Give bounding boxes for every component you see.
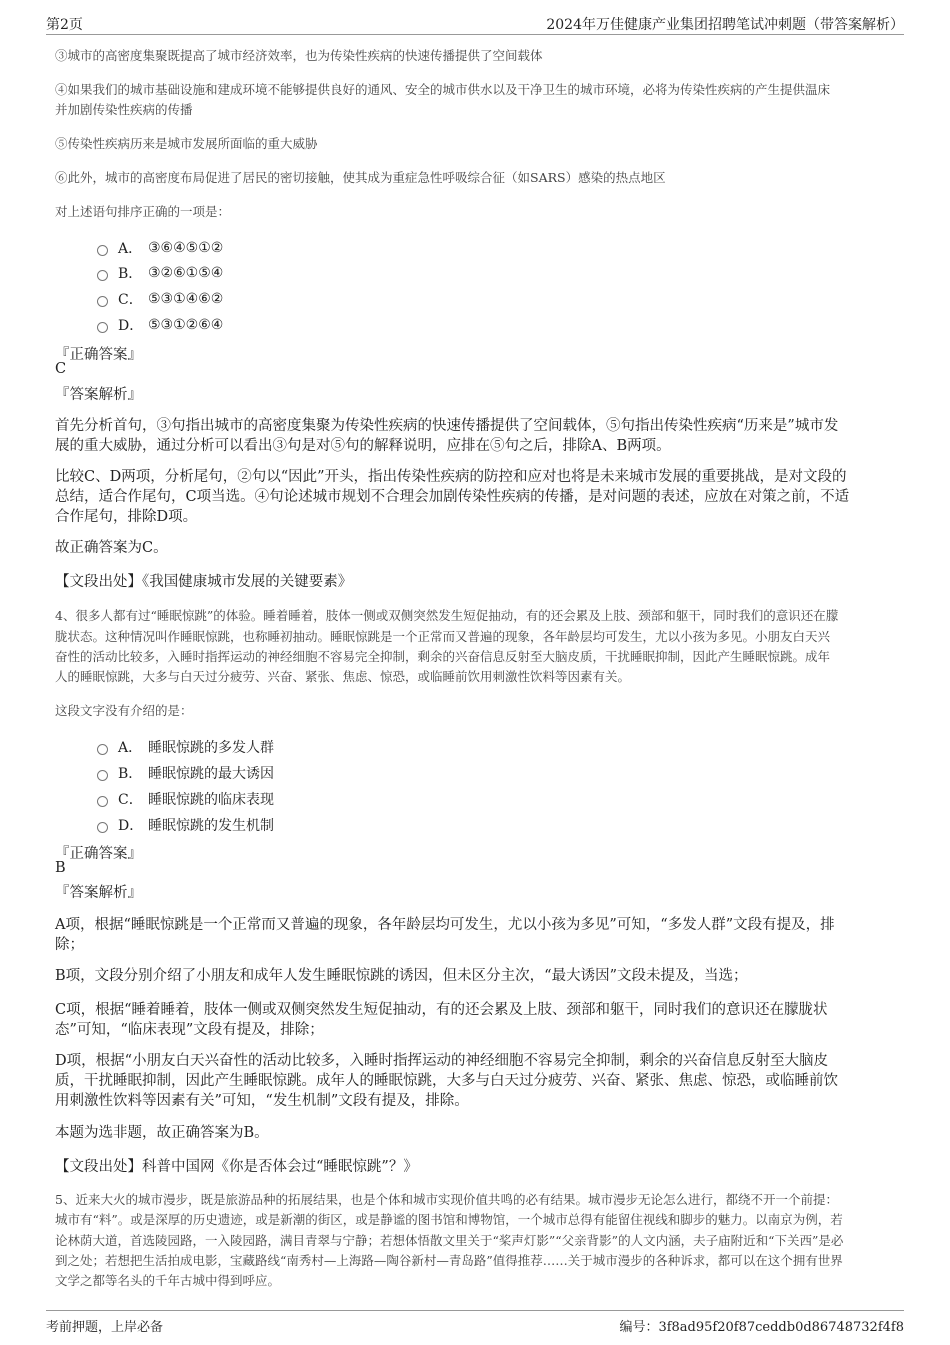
option-b[interactable]: B． ③②⑥①⑤④ <box>97 263 223 283</box>
radio-icon[interactable] <box>97 296 108 307</box>
option-c[interactable]: C． ⑤③①④⑥② <box>97 289 223 309</box>
radio-icon[interactable] <box>97 744 108 755</box>
radio-icon[interactable] <box>97 822 108 833</box>
analysis-label: 『答案解析』 <box>55 387 142 403</box>
analysis-para-2-line-2: 总结，适合作尾句，C项当选。④句论述城市规划不合理会加剧传染性疾病的传播，是对问题的表述，应放在对策之前，不适 <box>55 489 850 505</box>
q5-passage-line-5: 文学之都等名头的千年古城中得到呼应。 <box>55 1273 281 1288</box>
document-title: 2024年万佳健康产业集团招聘笔试冲刺题（带答案解析） <box>546 17 904 33</box>
q4-option-c[interactable]: C． 睡眠惊跳的临床表现 <box>97 789 274 809</box>
question-prompt: 对上述语句排序正确的一项是： <box>55 204 231 219</box>
q4-analysis-a-line-2: 除； <box>55 937 84 953</box>
q4-analysis-a-line-1: A项，根据“睡眠惊跳是一个正常而又普遍的现象，各年龄层均可发生，尤以小孩为多见”可知，“多发人群”文段有提及，排 <box>55 917 835 933</box>
analysis-para-2-line-1: 比较C、D两项，分析尾句，②句以“因此”开头，指出传染性疾病的防控和应对也将是未来城市发展的重要挑战，是对文段的 <box>55 469 847 485</box>
radio-icon[interactable] <box>97 245 108 256</box>
q4-source-citation: 【文段出处】科普中国网《你是否体会过“睡眠惊跳”？》 <box>55 1159 418 1175</box>
q4-passage-line-3: 奋性的活动比较多，入睡时指挥运动的神经细胞不容易完全抑制，剩余的兴奋信息反射至大脑皮质，干扰睡眠抑制，因此产生睡眠惊跳。成年 <box>55 649 831 664</box>
page-number: 第2页 <box>46 17 83 33</box>
radio-icon[interactable] <box>97 270 108 281</box>
q4-analysis-label: 『答案解析』 <box>55 885 142 901</box>
q4-passage-line-2: 胧状态。这种情况叫作睡眠惊跳，也称睡初抽动。睡眠惊跳是一个正常而又普遍的现象，各年龄层均可发生，尤以小孩为多见。小朋友白天兴 <box>55 629 831 644</box>
q4-answer-value: B <box>55 860 66 876</box>
radio-icon[interactable] <box>97 770 108 781</box>
q4-analysis-c-line-2: 态”可知，“临床表现”文段有提及，排除； <box>55 1022 324 1038</box>
sentence-5: ⑤传染性疾病历来是城市发展所面临的重大威胁 <box>55 136 318 151</box>
q4-option-a[interactable]: A． 睡眠惊跳的多发人群 <box>97 737 274 757</box>
q4-prompt: 这段文字没有介绍的是： <box>55 703 193 718</box>
source-citation: 【文段出处】《我国健康城市发展的关键要素》 <box>55 574 353 590</box>
q4-analysis-c-line-1: C项，根据“睡着睡着，肢体一侧或双侧突然发生短促抽动，有的还会累及上肢、颈部和躯干，同时我们的意识还在朦胧状 <box>55 1002 828 1018</box>
q5-passage-line-1: 5、近来大火的城市漫步，既是旅游品种的拓展结果，也是个体和城市实现价值共鸣的必有结果。城市漫步无论怎么进行，都绕不开一个前提： <box>55 1192 838 1207</box>
document-id: 编号：3f8ad95f20f87ceddb0d86748732f4f8 <box>619 1320 904 1335</box>
q4-passage-line-4: 人的睡眠惊跳，大多与白天过分疲劳、兴奋、紧张、焦虑、惊恐，或临睡前饮用刺激性饮料等因素有关。 <box>55 669 631 684</box>
footer-slogan: 考前押题，上岸必备 <box>46 1320 164 1335</box>
analysis-para-1-line-2: 展的重大威胁，通过分析可以看出③句是对⑤句的解释说明，应排在⑤句之后，排除A、B两项。 <box>55 438 671 454</box>
q5-passage-line-2: 城市有“料”。或是深厚的历史遗迹，或是新潮的街区，或是静谧的图书馆和博物馆，一个城市总得有能留住视线和脚步的魅力。以南京为例，若 <box>55 1212 843 1227</box>
q5-passage-line-4: 到之处；若想把生活拍成电影，宝藏路线“南秀村—上海路—陶谷新村—青岛路”值得推荐……关于城市漫步的各种诉求，都可以在这个拥有世界 <box>55 1253 843 1268</box>
page-header <box>46 14 904 35</box>
sentence-4-line-2: 并加剧传染性疾病的传播 <box>55 102 193 117</box>
q5-passage-line-3: 论林荫大道，首选陵园路，一入陵园路，满目青翠与宁静；若想体悟散文里关于“桨声灯影”“父亲背影”的人文内涵，夫子庙附近和“下关西”是必 <box>55 1233 844 1248</box>
q4-answer-label: 『正确答案』 <box>55 846 142 862</box>
q4-analysis-d-line-1: D项，根据“小朋友白天兴奋性的活动比较多，入睡时指挥运动的神经细胞不容易完全抑制，剩余的兴奋信息反射至大脑皮 <box>55 1053 829 1069</box>
sentence-6: ⑥此外，城市的高密度布局促进了居民的密切接触，使其成为重症急性呼吸综合征（如SARS）感染的热点地区 <box>55 170 666 185</box>
sentence-3: ③城市的高密度集聚既提高了城市经济效率，也为传染性疾病的快速传播提供了空间载体 <box>55 48 543 63</box>
q4-option-b[interactable]: B． 睡眠惊跳的最大诱因 <box>97 763 274 783</box>
analysis-para-2-line-3: 合作尾句，排除D项。 <box>55 509 198 525</box>
q4-option-d[interactable]: D． 睡眠惊跳的发生机制 <box>97 815 274 835</box>
option-d[interactable]: D． ⑤③①②⑥④ <box>97 315 223 335</box>
page-footer <box>46 1310 904 1335</box>
radio-icon[interactable] <box>97 796 108 807</box>
answer-label: 『正确答案』 <box>55 347 142 363</box>
q4-analysis-d-line-3: 用刺激性饮料等因素有关”可知，“发生机制”文段有提及，排除。 <box>55 1093 469 1109</box>
answer-value: C <box>55 361 67 377</box>
q4-passage-line-1: 4、很多人都有过“睡眠惊跳”的体验。睡着睡着，肢体一侧或双侧突然发生短促抽动，有的还会累及上肢、颈部和躯干，同时我们的意识还在朦 <box>55 608 839 623</box>
analysis-para-1-line-1: 首先分析首句，③句指出城市的高密度集聚为传染性疾病的快速传播提供了空间载体，⑤句指出传染性疾病“历来是”城市发 <box>55 418 839 434</box>
radio-icon[interactable] <box>97 322 108 333</box>
q4-analysis-b: B项，文段分别介绍了小朋友和成年人发生睡眠惊跳的诱因，但未区分主次，“最大诱因”文段未提及，当选； <box>55 968 748 984</box>
option-a[interactable]: A． ③⑥④⑤①② <box>97 238 223 258</box>
analysis-conclusion: 故正确答案为C。 <box>55 540 168 556</box>
q4-analysis-d-line-2: 质，干扰睡眠抑制，因此产生睡眠惊跳。成年人的睡眠惊跳，大多与白天过分疲劳、兴奋、紧张、焦虑、惊恐，或临睡前饮 <box>55 1073 838 1089</box>
q4-conclusion: 本题为选非题，故正确答案为B。 <box>55 1125 269 1141</box>
sentence-4-line-1: ④如果我们的城市基础设施和建成环境不能够提供良好的通风、安全的城市供水以及干净卫生的城市环境，必将为传染性疾病的产生提供温床 <box>55 82 831 97</box>
